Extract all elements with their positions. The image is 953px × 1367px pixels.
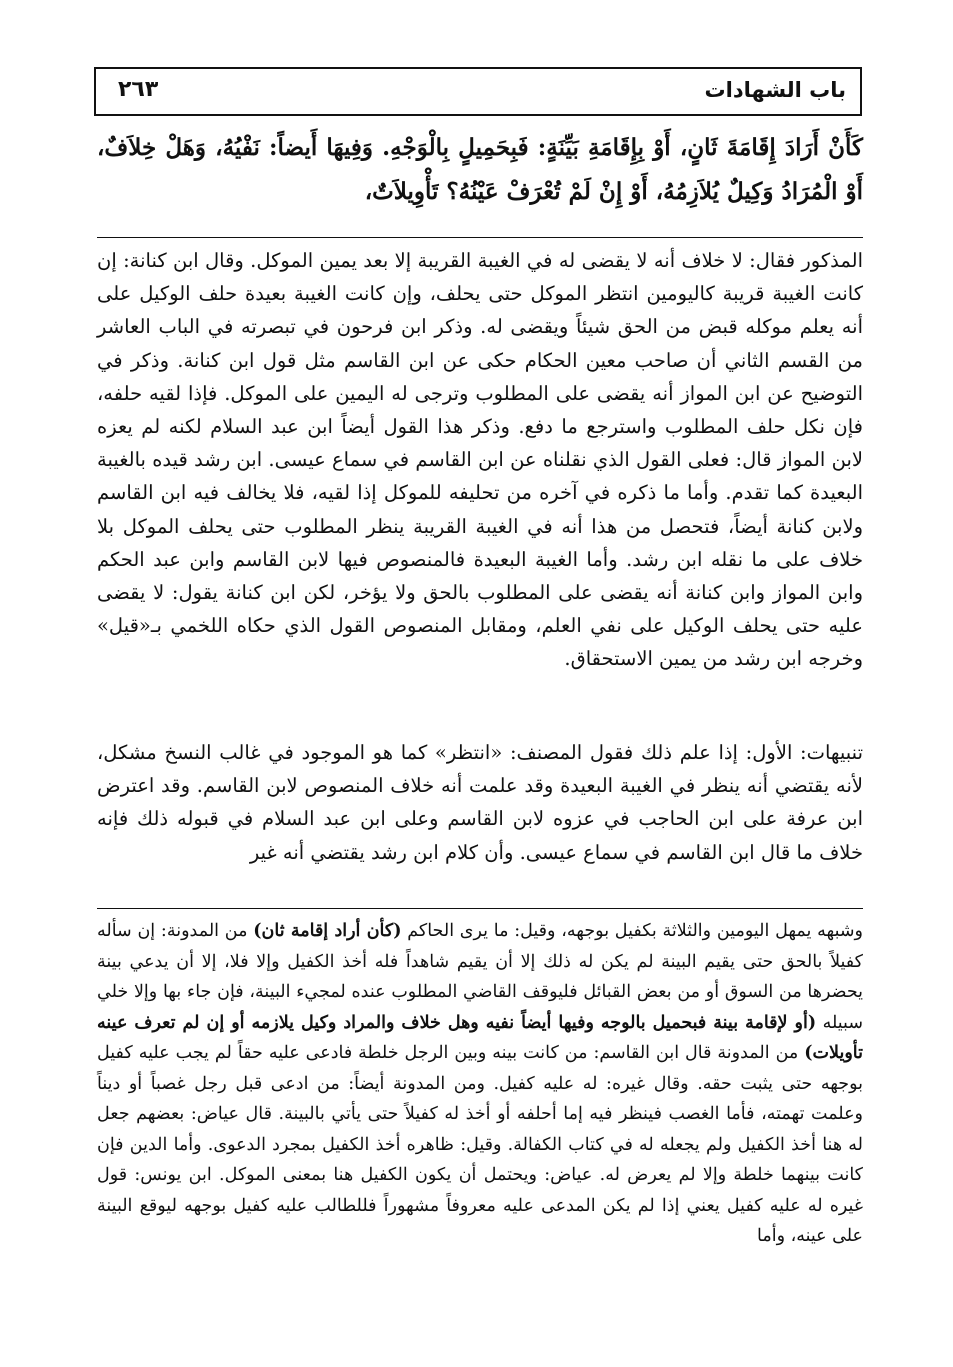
tanbihat-text	[97, 736, 863, 869]
hashiya-run: من المدونة: إن سأله كفيلاً بالحق حتى يقيم البينة لم يكن له ذلك إلا أن يقيم شاهداً فله أخذ الكفيل وإلا فلا، إلا أن يدعي بينة يحضرها من السوق أو من بعض القبائل فليوقف القاضي المطلوب عنده لمجيء البينة، فإن جاء بها وإلا خلي سبيله	[97, 921, 863, 1033]
matn-paragraph: كَأَنْ أَرَادَ إِقَامَةَ ثَانٍ، أَوْ بِإِقَامَةِ بَيِّنَةٍ: فَبِحَمِيلٍ بِالْوَجْهِ. وَفِيهَا أَيضاً: نَفْيُهُ، وَهَلْ خِلاَفٌ، أَوْ الْمُرَادُ وَكِيلٌ يُلاَزِمُهُ، أَوْ إِنْ لَمْ تُعْرَفْ عَيْنُهُ؟ تَأْوِيلاَتٌ،	[97, 134, 863, 205]
matn-divider	[97, 237, 863, 238]
hashiya-run: من المدونة قال ابن القاسم: من كانت بينه وبين الرجل خلطة فادعى عليه حقاً لم يجب عليه كفيل بوجهه حتى يثبت حقه. وقال غيره: له عليه كفيل. ومن المدونة أيضاً: من ادعى قبل رجل غصباً أو ديناً وعلمت تهمته، فأما الغصب فينظر فيه إما أحلفه أو أخذ له كفيلاً حتى يأتي بالبينة. قال عياض: بعضهم جعل له هنا أخذ الكفيل ولم يجعله له في كتاب الكفالة. وقيل: ظاهره أخذ الكفيل بمجرد الدعوى. وأما الدين فإن كانت بينهما خلطة وإلا لم يعرض له. عياض: ويحتمل أن يكون الكفيل هنا بمعنى الموكل. ابن يونس: قول غيره له عليه كفيل يعني إذا لم يكن المدعى عليه معروفاً مشهوراً فللطالب عليه كفيل بوجهه ليوقع البينة على عينه، وأما	[97, 1043, 863, 1246]
page-number: ٢٦٣	[118, 77, 159, 102]
hashiya-paragraph	[97, 916, 863, 1252]
sharh-paragraph: المذكور فقال: لا خلاف أنه لا يقضى له في الغيبة القريبة إلا بعد يمين الموكل. وقال ابن كنانة: إن كانت الغيبة قريبة كاليومين انتظر الموكل حتى يحلف، وإن كانت الغيبة بعيدة حلف الوكيل على أنه يعلم موكله قبض من الحق شيئاً ويقضى له. وذكر ابن فرحون في تبصرته في الباب العاشر من القسم الثاني أن صاحب معين الحكام حكى عن ابن القاسم مثل قول ابن كنانة. وذكر في التوضيح عن ابن المواز أنه يقضى على المطلوب وترجى له اليمين على الموكل. فإذا لقيه حلفه، فإن نكل حلف المطلوب واسترجع ما دفع. وذكر هذا القول أيضاً ابن عبد السلام لكنه لم يعزه لابن المواز قال: فعلى القول الذي نقلناه عن ابن القاسم في سماع عيسى. ابن رشد قيده بالغيبة البعيدة كما تقدم. وأما ما ذكره في آخره من تحليفه للموكل إذا لقيه، فلا يخالف فيه ابن القاسم ولابن كنانة أيضاً، فتحصل من هذا أنه في الغيبة القريبة ينظر المطلوب حتى يحلف الموكل بلا خلاف على ما نقله ابن رشد. وأما الغيبة البعيدة فالمنصوص فيها لابن القاسم وابن عبد الحكم وابن المواز وابن كنانة أنه يقضى على المطلوب بالحق ولا يؤخر، لكن ابن كنانة يقول: لا يقضى عليه حتى يحلف الوكيل على نفي العلم، ومقابل المنصوص القول الذي حكاه اللخمي بـ«قيل» وخرجه ابن رشد من يمين الاستحقاق.	[97, 249, 863, 671]
hashiya-quote: (أو لإقامة بينة فبحميل بالوجه وفيها أيضاً نفيه وهل خلاف والمراد وكيل يلازمه أو إن لم تعرف عينه تأويلات)	[97, 1012, 863, 1063]
hashiya-run: وشبهه يمهل اليومين والثلاثة بكفيل بوجهه، وقيل: ما يرى الحاكم	[401, 921, 863, 941]
chapter-title: باب الشهادات	[704, 78, 846, 102]
footnote-divider	[97, 908, 863, 909]
sharh-text	[97, 244, 863, 676]
hashiya-text	[97, 916, 863, 1252]
hashiya-quote: (كأن أراد إقامة ثان)	[253, 921, 402, 941]
matn-text	[97, 126, 863, 214]
tanbihat-paragraph: تنبيهات: الأول: إذا علم ذلك فقول المصنف: «انتظر» كما هو الموجود في غالب النسخ مشكل، لأنه يقتضي أنه ينظر في الغيبة البعيدة وقد علمت أنه خلاف المنصوص لابن القاسم. وقد اعترض ابن عرفة على ابن الحاجب في عزوه لابن القاسم وعلى ابن عبد السلام في قبوله ذلك فإنه خلاف ما قال ابن القاسم في سماع عيسى. وأن كلام ابن رشد يقتضي أنه غير	[97, 741, 863, 864]
running-header	[94, 67, 862, 116]
